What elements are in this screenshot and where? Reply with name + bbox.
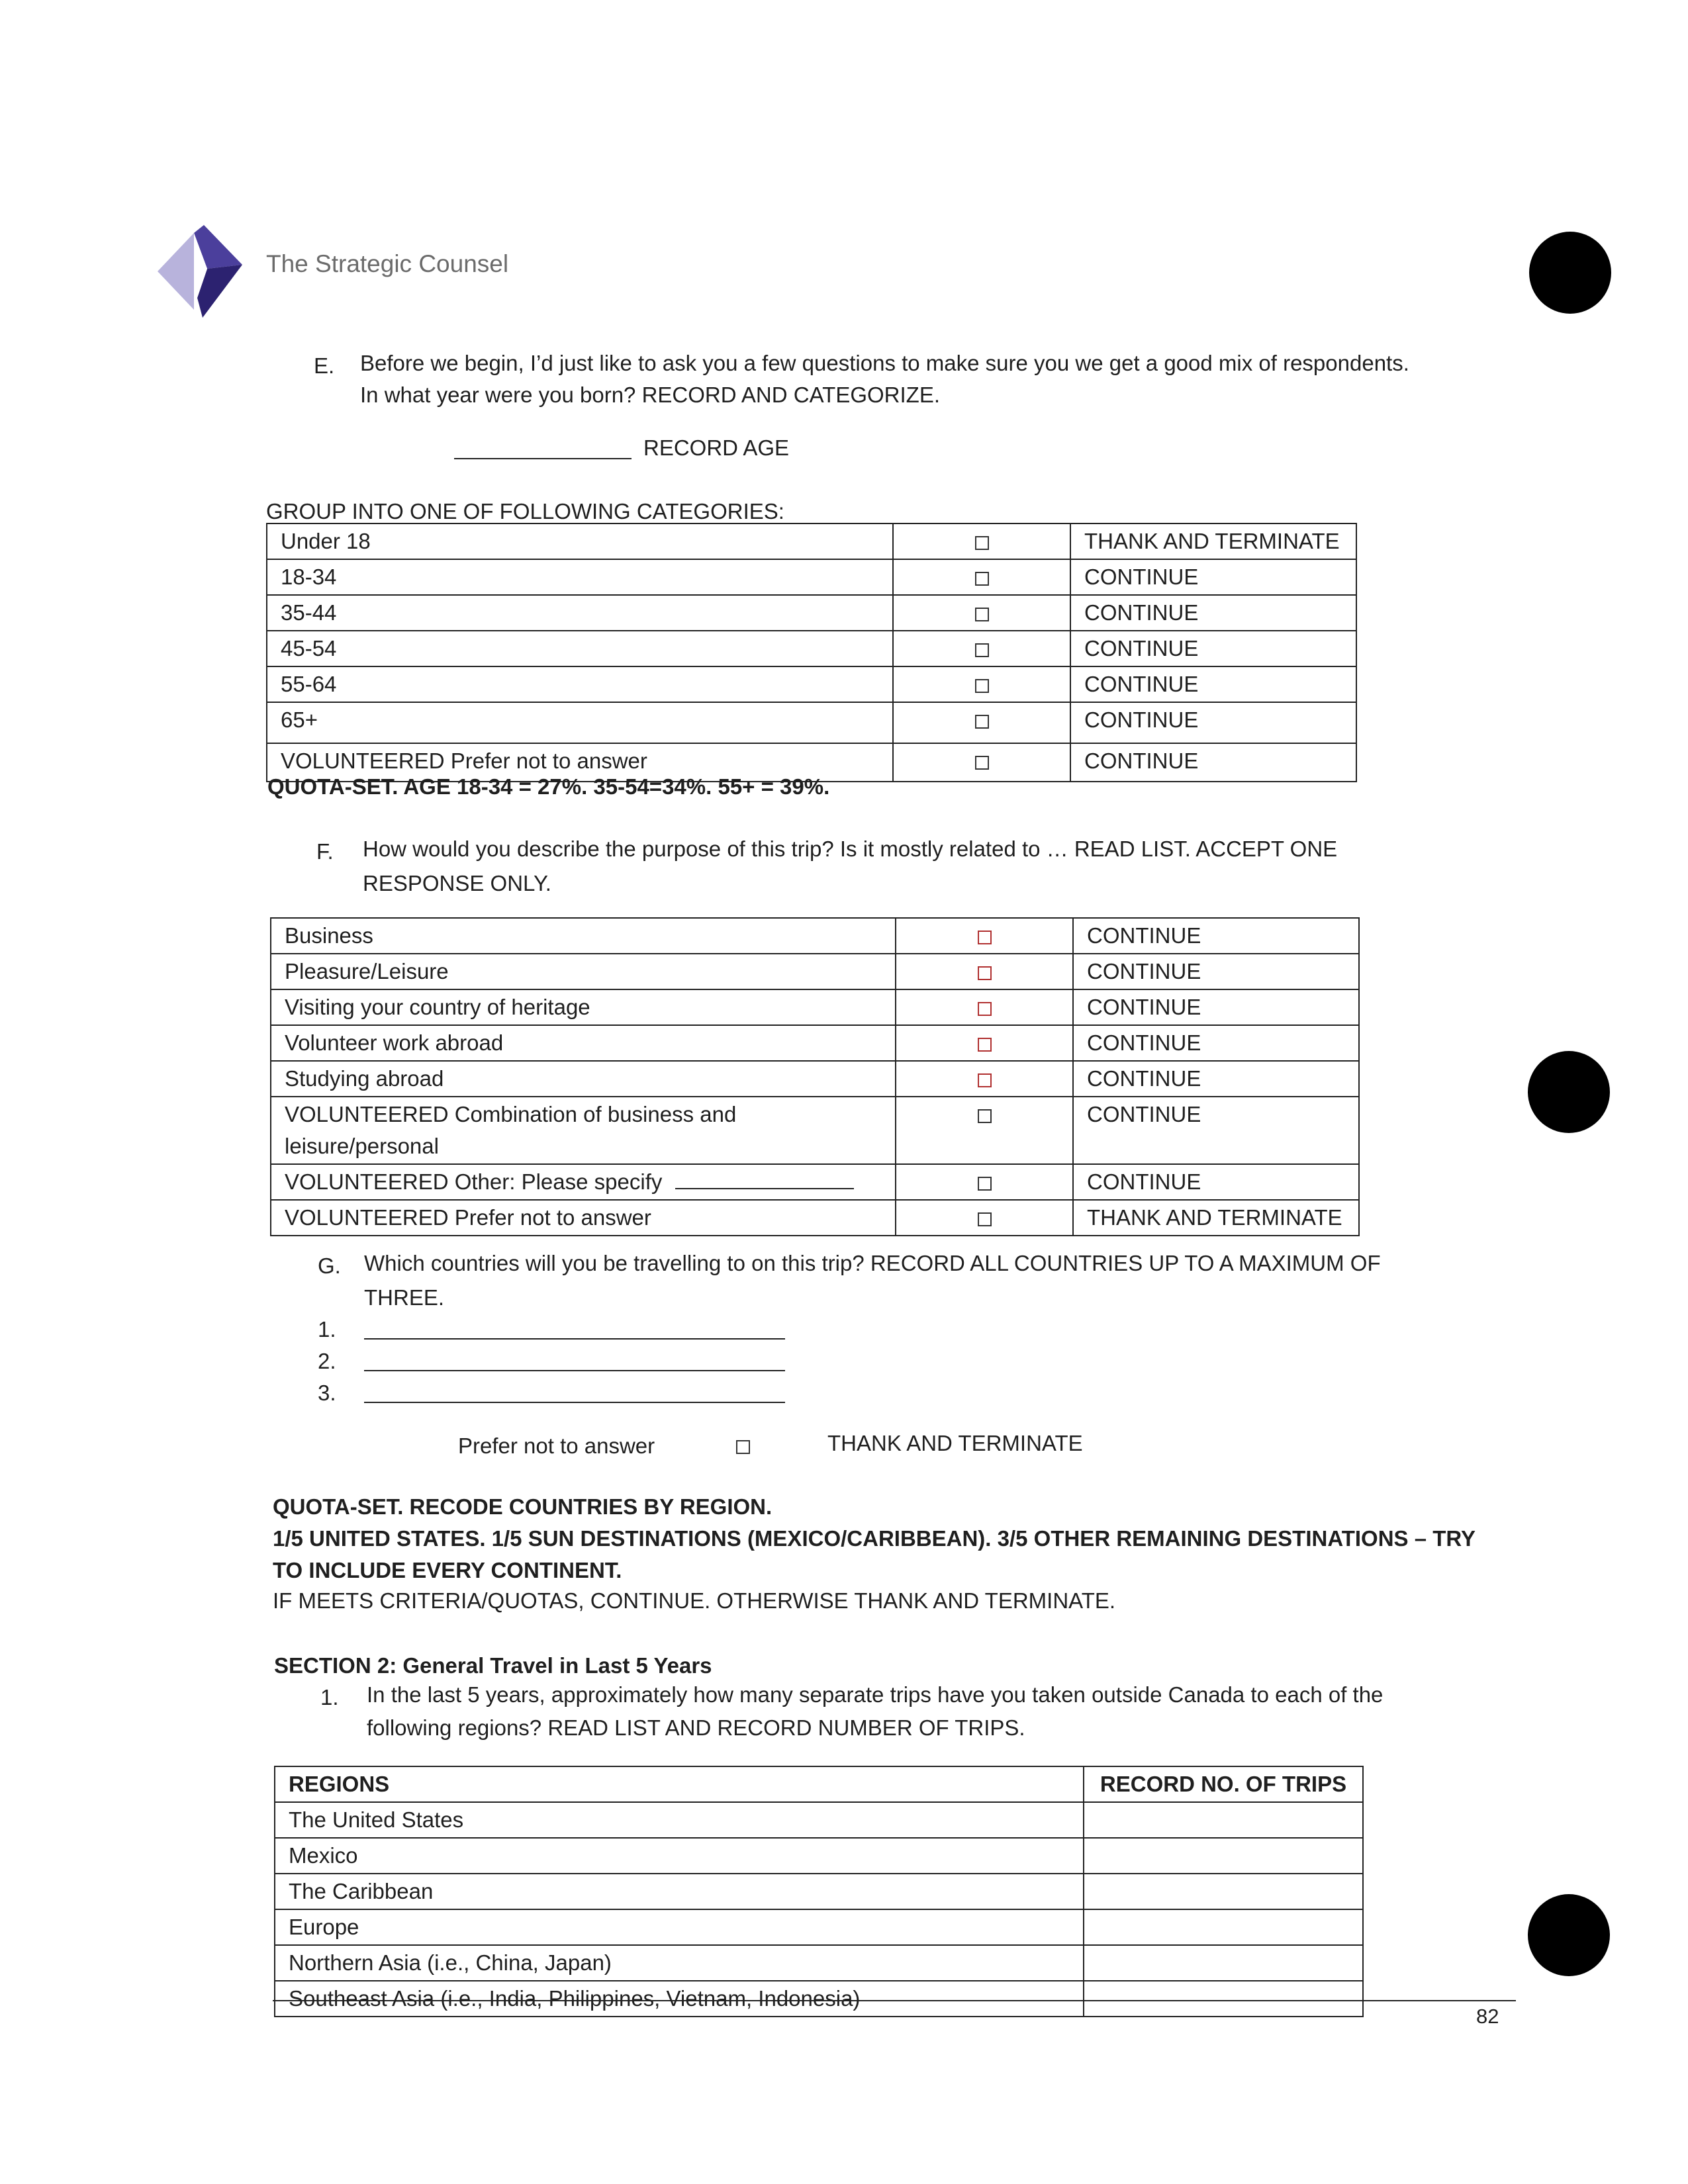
question-e-letter: E.	[314, 353, 335, 378]
table-row	[267, 631, 1356, 666]
table-row	[271, 989, 1359, 1025]
table-row	[271, 1200, 1359, 1236]
region-label: Southeast Asia (i.e., India, Philippines, Vietnam, Indonesia)	[275, 1981, 1084, 2017]
trips-cell[interactable]	[1084, 1945, 1363, 1981]
checkbox[interactable]	[975, 608, 989, 621]
trips-cell[interactable]	[1084, 1838, 1363, 1874]
action-text: CONTINUE	[1070, 743, 1356, 782]
action-text: THANK AND TERMINATE	[1073, 1200, 1359, 1236]
col-trips: RECORD NO. OF TRIPS	[1084, 1766, 1363, 1802]
question-e-line2: In what year were you born? RECORD AND CATEGORIZE.	[360, 383, 940, 407]
action-text: CONTINUE	[1070, 631, 1356, 666]
table-row	[267, 523, 1356, 559]
trips-cell[interactable]	[1084, 1981, 1363, 2017]
country-number: 1.	[318, 1317, 336, 1342]
action-text: CONTINUE	[1073, 918, 1359, 954]
table-row	[267, 702, 1356, 743]
country-blank[interactable]	[364, 1338, 785, 1340]
checkbox[interactable]	[978, 1177, 992, 1191]
prefer-not-action: THANK AND TERMINATE	[827, 1431, 1083, 1455]
action-text: CONTINUE	[1070, 559, 1356, 595]
table-row	[267, 595, 1356, 631]
age-label: 18-34	[267, 559, 893, 595]
table-header-row	[275, 1766, 1363, 1802]
question-g-line2: THREE.	[364, 1285, 445, 1310]
action-text: CONTINUE	[1073, 1025, 1359, 1061]
checkbox[interactable]	[975, 756, 989, 770]
specify-blank[interactable]	[675, 1188, 854, 1189]
section2-q-number: 1.	[320, 1685, 339, 1709]
trips-cell[interactable]	[1084, 1874, 1363, 1909]
checkbox[interactable]	[978, 1212, 992, 1226]
age-label: 35-44	[267, 595, 893, 631]
question-f-line1: How would you describe the purpose of this trip? Is it mostly related to … READ LIST. ACCEPT ONE	[363, 837, 1338, 861]
purpose-label: VOLUNTEERED Other: Please specify	[285, 1169, 663, 1194]
table-row	[271, 1164, 1359, 1200]
punch-hole	[1528, 1051, 1610, 1133]
section2-title: SECTION 2: General Travel in Last 5 Years	[274, 1653, 712, 1678]
age-label: 45-54	[267, 631, 893, 666]
region-quota-line2: 1/5 UNITED STATES. 1/5 SUN DESTINATIONS (MEXICO/CARIBBEAN). 3/5 OTHER REMAINING DESTINATIONS – TRY	[273, 1526, 1476, 1551]
region-label: The United States	[275, 1802, 1084, 1838]
country-blank[interactable]	[364, 1402, 785, 1403]
table-row	[271, 918, 1359, 954]
logo-name: The Strategic Counsel	[266, 250, 509, 277]
purpose-label: VOLUNTEERED Prefer not to answer	[271, 1200, 896, 1236]
footer-rule	[273, 2000, 1516, 2001]
checkbox[interactable]	[975, 715, 989, 729]
checkbox[interactable]	[978, 1109, 992, 1123]
country-blank[interactable]	[364, 1370, 785, 1371]
table-row	[275, 1945, 1363, 1981]
purpose-label: Visiting your country of heritage	[271, 989, 896, 1025]
region-quota-line1: QUOTA-SET. RECODE COUNTRIES BY REGION.	[273, 1494, 773, 1519]
table-row	[267, 666, 1356, 702]
action-text: CONTINUE	[1073, 1164, 1359, 1200]
region-label: The Caribbean	[275, 1874, 1084, 1909]
trips-cell[interactable]	[1084, 1909, 1363, 1945]
checkbox[interactable]	[975, 572, 989, 586]
question-g-line1: Which countries will you be travelling to on this trip? RECORD ALL COUNTRIES UP TO A MAXIMUM OF	[364, 1251, 1381, 1275]
checkbox[interactable]	[978, 1002, 992, 1016]
table-row	[275, 1981, 1363, 2017]
age-label: Under 18	[267, 523, 893, 559]
checkbox[interactable]	[978, 1038, 992, 1052]
table-row	[271, 1025, 1359, 1061]
action-text: CONTINUE	[1073, 989, 1359, 1025]
age-label: VOLUNTEERED Prefer not to answer	[267, 743, 893, 782]
trip-purpose-table	[270, 917, 1360, 1236]
action-text: CONTINUE	[1070, 666, 1356, 702]
record-age-label: RECORD AGE	[643, 435, 790, 460]
region-label: Mexico	[275, 1838, 1084, 1874]
action-text: CONTINUE	[1073, 954, 1359, 989]
age-label: 65+	[267, 702, 893, 743]
age-category-table	[266, 523, 1357, 782]
action-text: CONTINUE	[1070, 595, 1356, 631]
section2-line2: following regions? READ LIST AND RECORD NUMBER OF TRIPS.	[367, 1715, 1025, 1740]
region-label: Northern Asia (i.e., China, Japan)	[275, 1945, 1084, 1981]
prefer-not-label: Prefer not to answer	[458, 1433, 655, 1458]
checkbox[interactable]	[975, 643, 989, 657]
region-quota-line3: TO INCLUDE EVERY CONTINENT.	[273, 1558, 622, 1582]
table-row	[275, 1838, 1363, 1874]
question-e-line1: Before we begin, I’d just like to ask you a few questions to make sure you we get a good mix of respondents.	[360, 351, 1409, 375]
country-number: 3.	[318, 1381, 336, 1405]
region-quota-line4: IF MEETS CRITERIA/QUOTAS, CONTINUE. OTHERWISE THANK AND TERMINATE.	[273, 1588, 1116, 1613]
action-text: CONTINUE	[1070, 702, 1356, 743]
question-f-line2: RESPONSE ONLY.	[363, 871, 551, 895]
punch-hole	[1529, 232, 1611, 314]
table-row	[271, 1061, 1359, 1097]
table-row	[275, 1802, 1363, 1838]
section2-line1: In the last 5 years, approximately how many separate trips have you taken outside Canada to each of the	[367, 1682, 1383, 1707]
record-age-blank[interactable]	[454, 458, 632, 459]
checkbox[interactable]	[975, 536, 989, 550]
trips-cell[interactable]	[1084, 1802, 1363, 1838]
country-number: 2.	[318, 1349, 336, 1373]
arrow-diamond-logo-icon	[158, 225, 244, 318]
checkbox[interactable]	[978, 1073, 992, 1087]
checkbox[interactable]	[736, 1440, 750, 1454]
region-label: Europe	[275, 1909, 1084, 1945]
purpose-label: Pleasure/Leisure	[271, 954, 896, 989]
table-row	[267, 559, 1356, 595]
checkbox[interactable]	[978, 931, 992, 944]
group-heading: GROUP INTO ONE OF FOLLOWING CATEGORIES:	[266, 499, 784, 523]
table-row	[271, 954, 1359, 989]
punch-hole	[1528, 1894, 1610, 1976]
purpose-label: Studying abroad	[271, 1061, 896, 1097]
purpose-label-cont: leisure/personal	[285, 1134, 439, 1158]
action-text: CONTINUE	[1073, 1097, 1359, 1164]
purpose-label: Volunteer work abroad	[271, 1025, 896, 1061]
question-f-letter: F.	[316, 839, 334, 864]
table-row	[275, 1909, 1363, 1945]
age-quota: QUOTA-SET. AGE 18-34 = 27%. 35-54=34%. 55+ = 39%.	[267, 774, 830, 799]
table-row	[275, 1874, 1363, 1909]
col-regions: REGIONS	[275, 1766, 1084, 1802]
checkbox[interactable]	[978, 966, 992, 980]
regions-trips-table	[274, 1766, 1364, 2017]
action-text: THANK AND TERMINATE	[1070, 523, 1356, 559]
action-text: CONTINUE	[1073, 1061, 1359, 1097]
page-number: 82	[1476, 2005, 1499, 2028]
purpose-label: VOLUNTEERED Combination of business and	[285, 1102, 737, 1126]
checkbox[interactable]	[975, 679, 989, 693]
age-label: 55-64	[267, 666, 893, 702]
purpose-label: Business	[271, 918, 896, 954]
question-g-letter: G.	[318, 1253, 341, 1278]
table-row	[271, 1097, 1359, 1164]
